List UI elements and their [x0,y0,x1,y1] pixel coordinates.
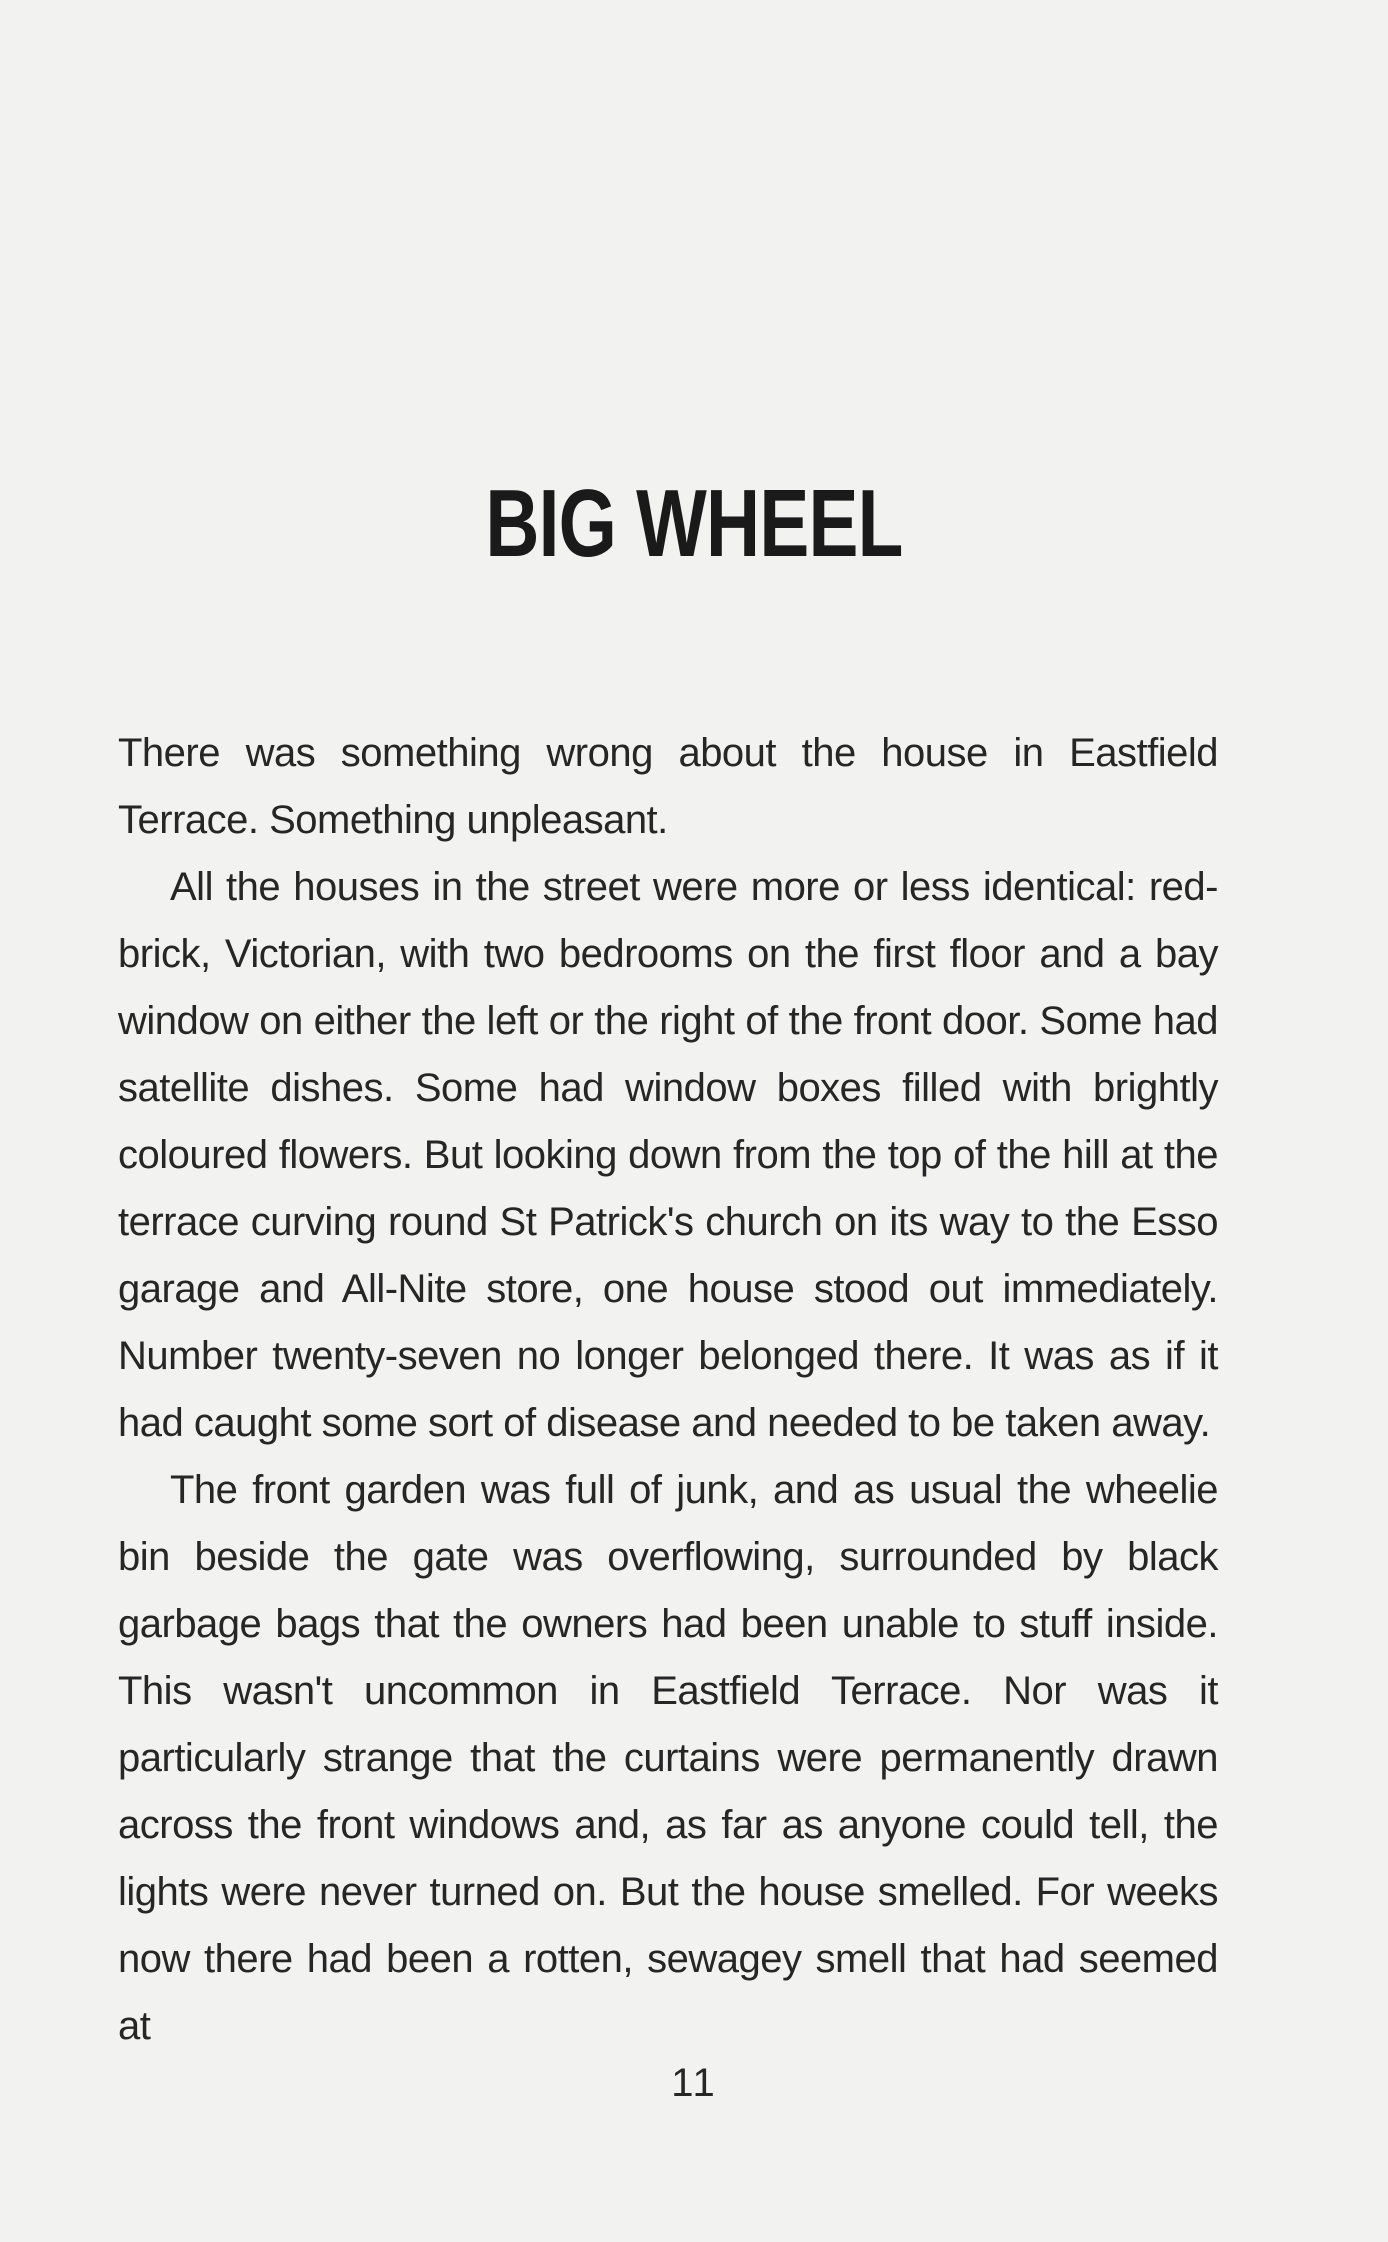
chapter-title: BIG WHEEL [485,470,903,578]
paragraph-2: All the houses in the street were more or less identical: red-brick, Victorian, with two bedrooms on the first floor and a bay window on either the left or the right of the front door. Some had satellite dishes. Some had window boxes filled with brightly coloured flowers. But looking down from the top of the hill at the terrace curving round St Patrick's church on its way to the Esso garage and All-Nite store, one house stood out immediately. Number twenty-seven no longer belonged there. It was as if it had caught some sort of disease and needed to be taken away. [118,865,1218,1445]
paragraph-3: The front garden was full of junk, and as usual the wheelie bin beside the gate was overflowing, surrounded by black garbage bags that the owners had been unable to stuff inside. This wasn't uncommon in Eastfield Terrace. Nor was it particularly strange that the curtains were permanently drawn across the front windows and, as far as anyone could tell, the lights were never turned on. But the house smelled. For weeks now there had been a rotten, sewagey smell that had seemed at [118,1468,1218,2048]
paragraph-1: There was something wrong about the house in Eastfield Terrace. Something unpleasant. [118,731,1218,842]
chapter-body [118,720,1218,2060]
page-number: 11 [671,2061,717,2105]
